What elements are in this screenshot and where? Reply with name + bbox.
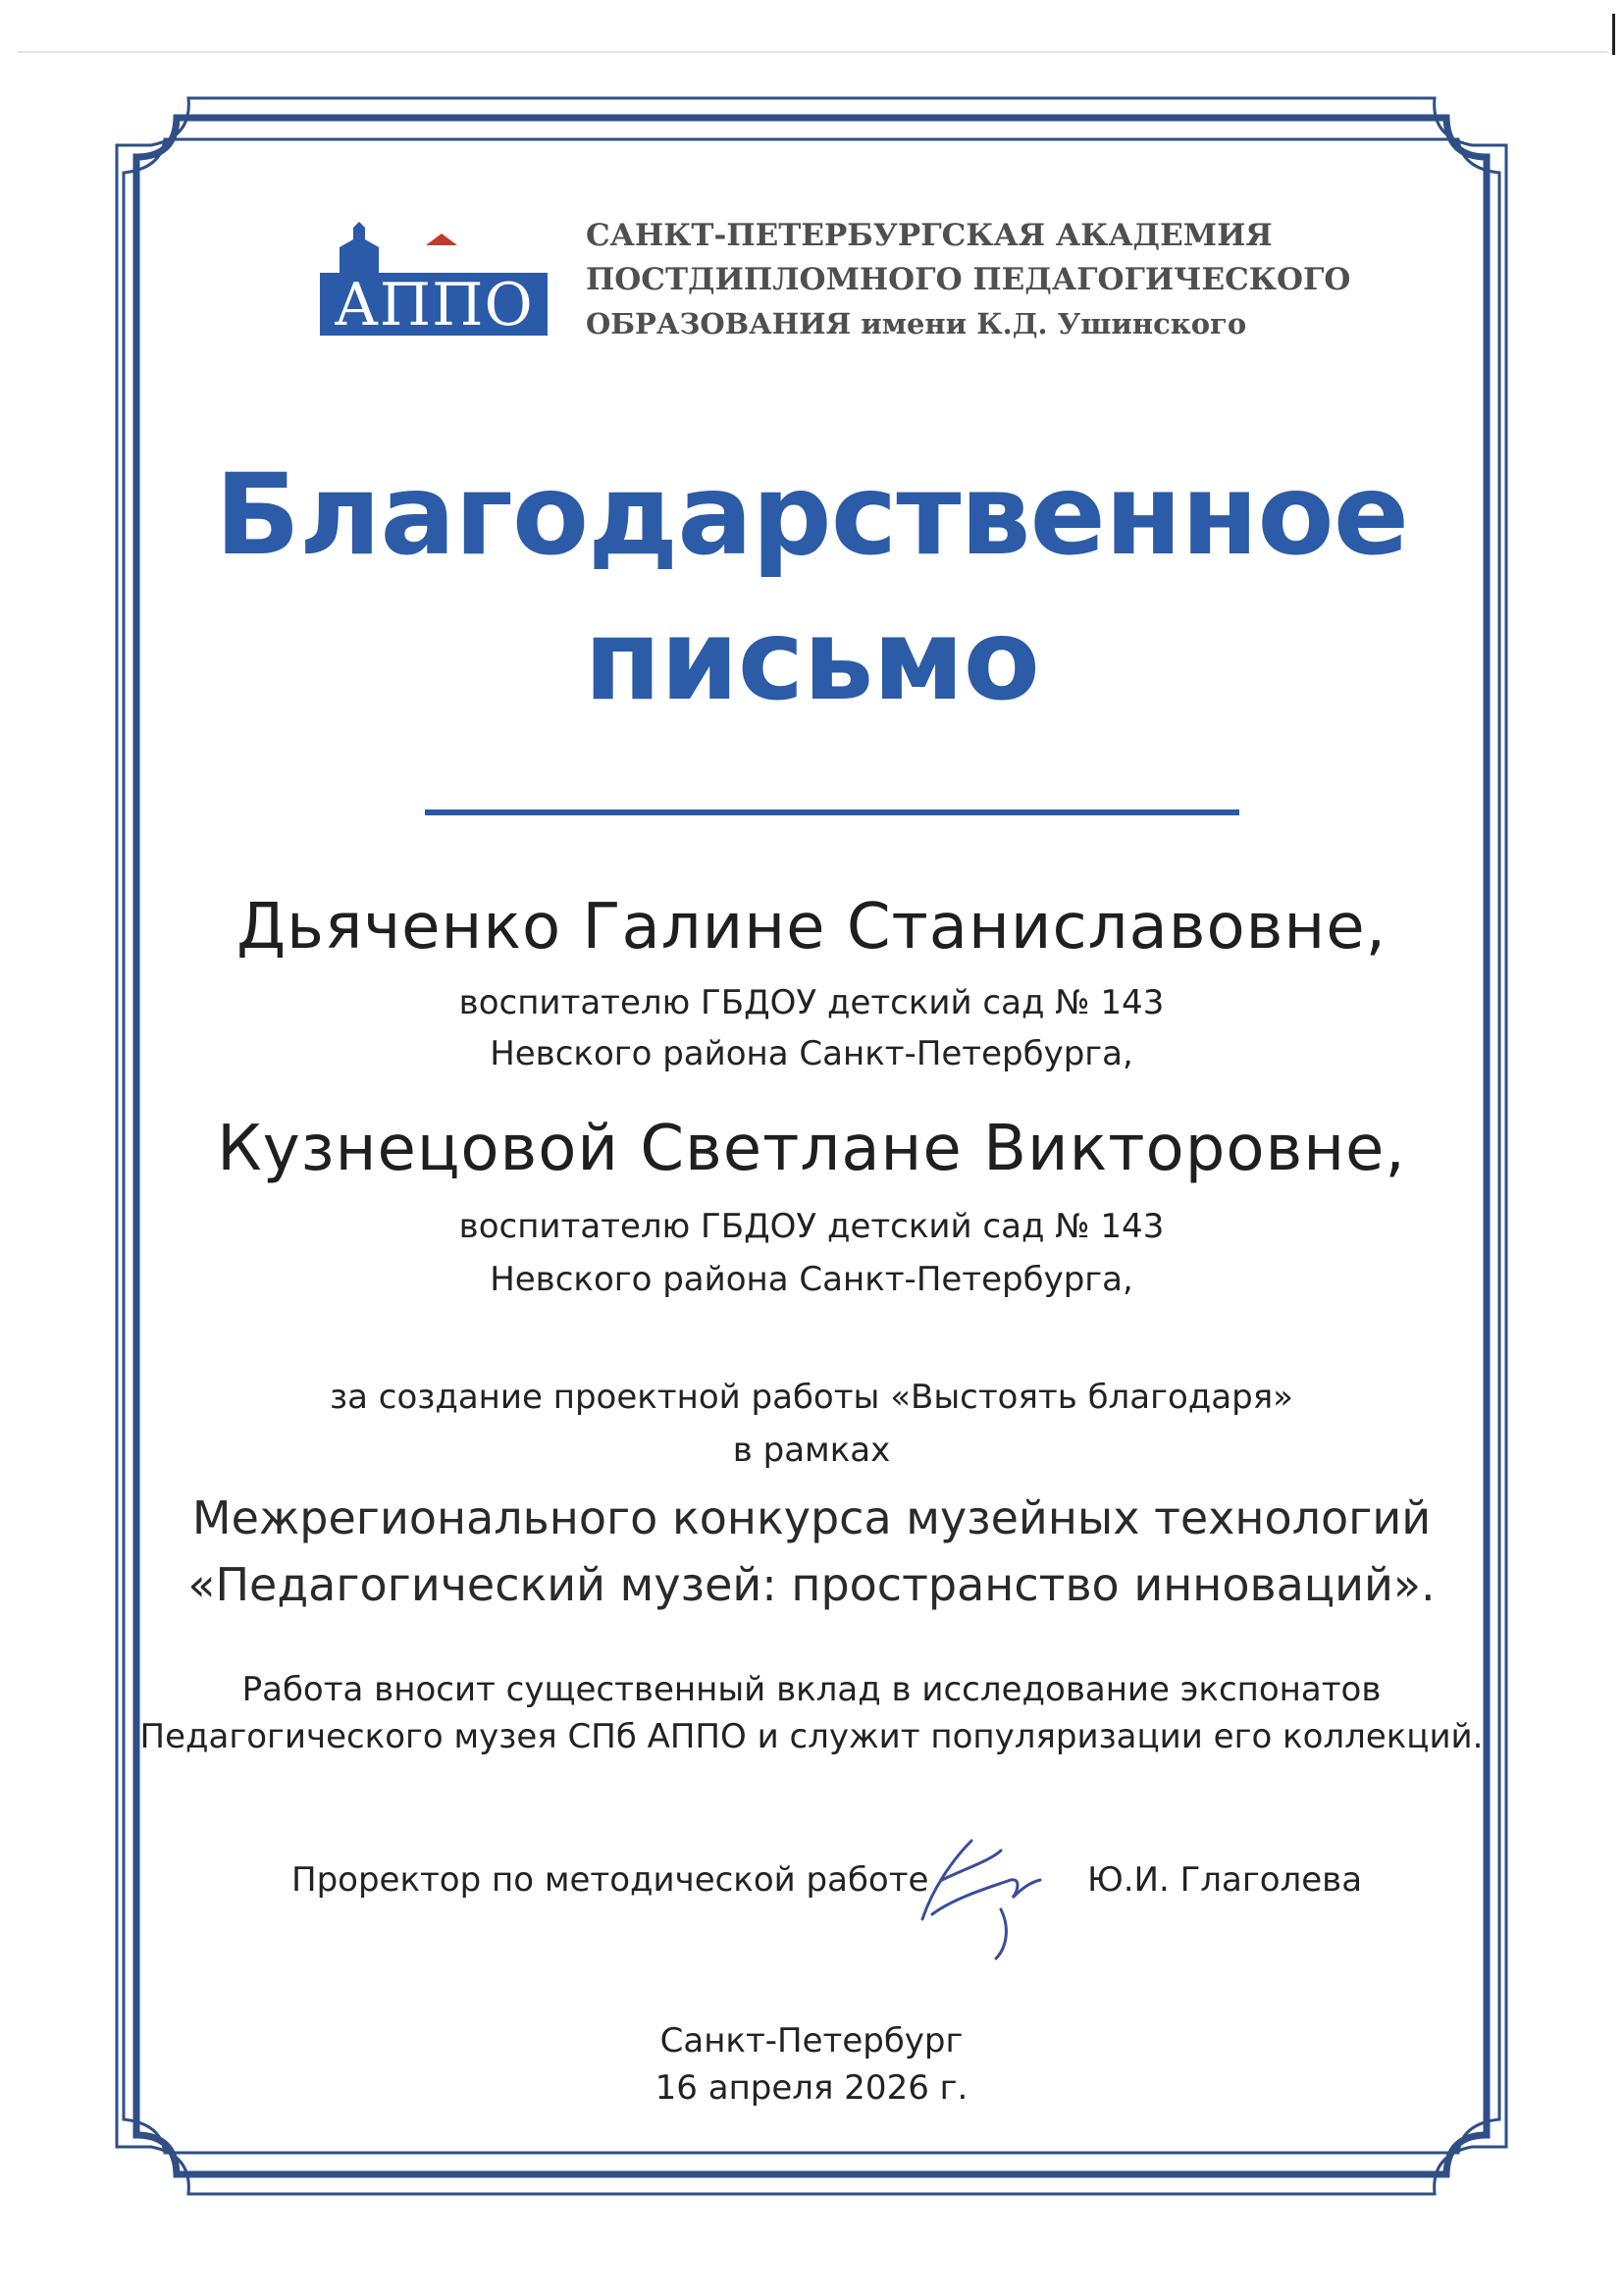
recipient-1-position: воспитателю ГБДОУ детский сад № 143 [458,983,1165,1022]
signer-title: Проректор по методической работе [291,1860,929,1900]
appo-logo [320,218,548,338]
academy-line-2: ПОСТДИПЛОМНОГО ПЕДАГОГИЧЕСКОГО [586,262,1351,297]
contest-line-2: «Педагогический музей: пространство инноваций». [187,1558,1436,1611]
signer-name: Ю.И. Глаголева [1087,1860,1363,1900]
academy-line-3: ОБРАЗОВАНИЯ имени К.Д. Ушинского [586,307,1247,340]
title-line-1: Благодарственное [214,449,1409,580]
recipient-1-district: Невского района Санкт-Петербурга, [490,1034,1133,1073]
recipient-1-name: Дьяченко Галине Станиславовне, [236,891,1387,964]
recipient-2-name: Кузнецовой Светлане Викторовне, [217,1113,1406,1185]
note-line-2: Педагогического музея СПб АППО и служит популяризации его коллекций. [139,1717,1484,1756]
contest-line-1: Межрегионального конкурса музейных технологий [191,1491,1432,1544]
handwritten-signature [903,1821,1060,1968]
title-divider [425,809,1239,815]
logo-text: АППО [320,273,548,336]
academy-line-1: САНКТ-ПЕТЕРБУРГСКАЯ АКАДЕМИЯ [586,218,1273,253]
recipient-2-district: Невского района Санкт-Петербурга, [490,1260,1133,1299]
reason-line-2: в рамках [732,1431,891,1470]
building-icon [320,218,548,277]
note-line-1: Работа вносит существенный вклад в исследование экспонатов [241,1670,1382,1709]
academy-name [586,214,1351,346]
recipient-2-position: воспитателю ГБДОУ детский сад № 143 [458,1207,1165,1246]
reason-line-1: за создание проектной работы «Выстоять благодаря» [330,1378,1293,1417]
title-line-2: письмо [584,595,1039,725]
footer-date: 16 апреля 2026 г. [654,2068,969,2108]
footer-city: Санкт-Петербург [659,2021,964,2061]
